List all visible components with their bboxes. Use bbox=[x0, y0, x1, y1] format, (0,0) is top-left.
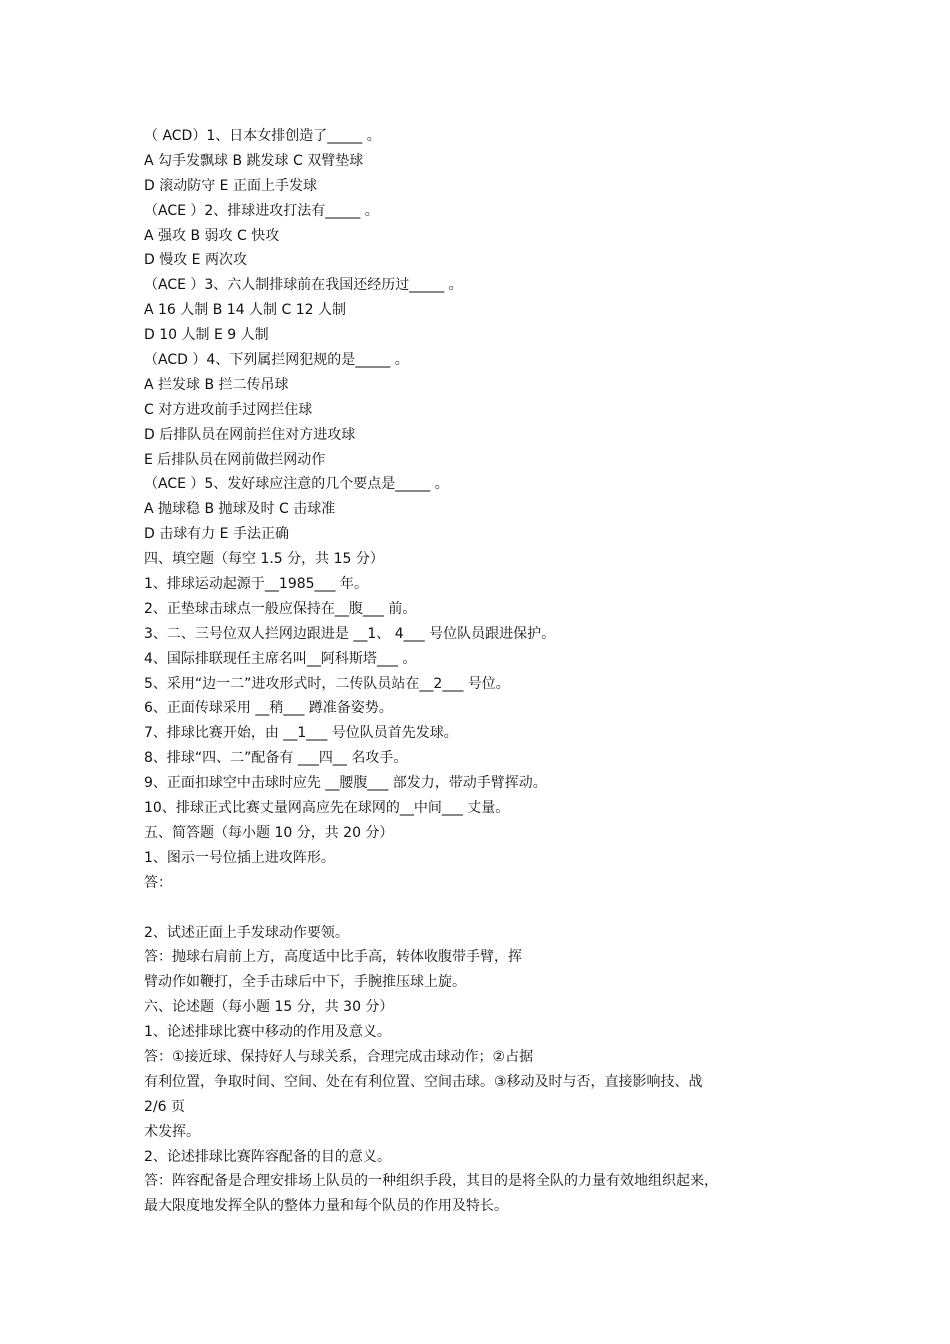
document-body bbox=[144, 124, 844, 1219]
question-2-options-b: D 慢攻 E 两次攻 bbox=[144, 252, 247, 269]
fill-blank-9: 9、正面扣球空中击球时应先 __腰腹___ 部发力，带动手臂挥动。 bbox=[144, 775, 547, 792]
question-3-options-b: D 10 人制 E 9 人制 bbox=[144, 327, 269, 344]
fill-blank-3: 3、二、三号位双人拦网边跟进是 __1、 4___ 号位队员跟进保护。 bbox=[144, 625, 556, 642]
question-4-stem: （ACD ）4、下列属拦网犯规的是_____ 。 bbox=[144, 352, 409, 369]
short-answer-2-answer-line-1: 答：抛球右肩前上方，高度适中比手高，转体收腹带手臂，挥 bbox=[144, 949, 522, 966]
question-4-option-d: D 后排队员在网前拦住对方进攻球 bbox=[144, 426, 356, 443]
short-answer-2-question: 2、试述正面上手发球动作要领。 bbox=[144, 924, 349, 941]
fill-blank-2: 2、正垫球击球点一般应保持在__腹___ 前。 bbox=[144, 600, 417, 617]
fill-blank-5: 5、采用“边一二”进攻形式时，二传队员站在__2___ 号位。 bbox=[144, 675, 510, 692]
question-1-stem: （ ACD）1、日本女排创造了_____ 。 bbox=[144, 128, 381, 144]
blank-line bbox=[144, 896, 844, 921]
fill-blank-4: 4、国际排联现任主席名叫__阿科斯塔___ 。 bbox=[144, 650, 417, 667]
question-3-options-a: A 16 人制 B 14 人制 C 12 人制 bbox=[144, 302, 347, 319]
page-number: 2/6 页 bbox=[144, 1098, 185, 1115]
fill-blank-10: 10、排球正式比赛丈量网高应先在球网的__中间___ 丈量。 bbox=[144, 800, 510, 817]
section-6-heading: 六、论述题（每小题 15 分，共 30 分） bbox=[144, 999, 394, 1016]
section-4-heading: 四、填空题（每空 1.5 分，共 15 分） bbox=[144, 551, 384, 568]
essay-2-answer-line-1: 答：阵容配备是合理安排场上队员的一种组织手段，其目的是将全队的力量有效地组织起来， bbox=[144, 1173, 718, 1190]
question-4-option-e: E 后排队员在网前做拦网动作 bbox=[144, 451, 326, 468]
fill-blank-7: 7、排球比赛开始，由 __1___ 号位队员首先发球。 bbox=[144, 725, 458, 742]
essay-1-answer-line-2: 有利位置，争取时间、空间、处在有利位置、空间击球。③移动及时与否，直接影响技、战 bbox=[144, 1073, 703, 1090]
question-2-options-a: A 强攻 B 弱攻 C 快攻 bbox=[144, 227, 280, 244]
question-5-options-b: D 击球有力 E 手法正确 bbox=[144, 526, 289, 543]
question-5-options-a: A 抛球稳 B 抛球及时 C 击球准 bbox=[144, 501, 336, 518]
fill-blank-1: 1、排球运动起源于__1985___ 年。 bbox=[144, 576, 368, 593]
essay-2-answer-line-2: 最大限度地发挥全队的整体力量和每个队员的作用及特长。 bbox=[144, 1198, 508, 1215]
short-answer-1-question: 1、图示一号位插上进攻阵形。 bbox=[144, 849, 335, 866]
question-4-option-c: C 对方进攻前手过网拦住球 bbox=[144, 401, 313, 418]
question-5-stem: （ACE ）5、发好球应注意的几个要点是_____ 。 bbox=[144, 476, 449, 493]
fill-blank-6: 6、正面传球采用 __稍___ 蹲准备姿势。 bbox=[144, 700, 393, 717]
essay-2-question: 2、论述排球比赛阵容配备的目的意义。 bbox=[144, 1148, 391, 1165]
question-1-options-b: D 滚动防守 E 正面上手发球 bbox=[144, 177, 317, 194]
essay-1-question: 1、论述排球比赛中移动的作用及意义。 bbox=[144, 1024, 391, 1041]
short-answer-2-answer-line-2: 臂动作如鞭打，全手击球后中下，手腕推压球上旋。 bbox=[144, 974, 466, 991]
short-answer-1-answer: 答： bbox=[144, 874, 172, 891]
section-5-heading: 五、简答题（每小题 10 分，共 20 分） bbox=[144, 824, 394, 841]
question-3-stem: （ACE ）3、六人制排球前在我国还经历过_____ 。 bbox=[144, 277, 463, 294]
essay-1-answer-line-1: 答：①接近球、保持好人与球关系，合理完成击球动作；②占据 bbox=[144, 1048, 534, 1065]
question-2-stem: （ACE ）2、排球进攻打法有_____ 。 bbox=[144, 202, 379, 219]
fill-blank-8: 8、排球“四、二”配备有 ___四__ 名攻手。 bbox=[144, 750, 408, 767]
question-1-options-a: A 勾手发飘球 B 跳发球 C 双臂垫球 bbox=[144, 152, 364, 169]
essay-1-answer-line-3: 术发挥。 bbox=[144, 1123, 200, 1140]
question-4-option-a: A 拦发球 B 拦二传吊球 bbox=[144, 376, 289, 393]
